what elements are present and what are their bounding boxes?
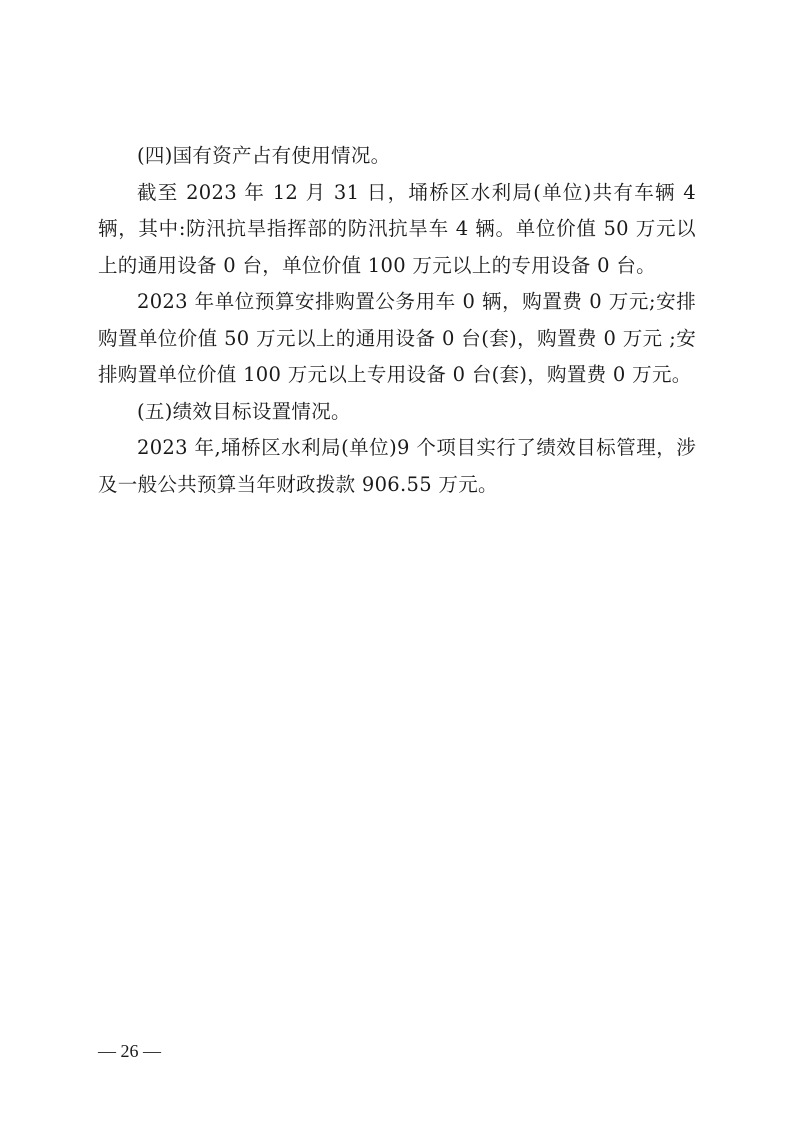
- section-heading-performance-targets: (五)绩效目标设置情况。: [137, 399, 351, 423]
- paragraph-procurement-budget: 2023 年单位预算安排购置公务用车 0 辆，购置费 0 万元;安排购置单位价值 50 万元以上的通用设备 0 台(套)，购置费 0 万元 ;安排购置单位价值 100 万元以上专用设备 0 台(套)，购置费 0 万元。: [98, 290, 696, 386]
- page-number: — 26 —: [98, 1041, 161, 1061]
- paragraph-vehicles-equipment: 截至 2023 年 12 月 31 日，埇桥区水利局(单位)共有车辆 4 辆，其中:防汛抗旱指挥部的防汛抗旱车 4 辆。单位价值 50 万元以上的通用设备 0 台，单位价值 100 万元以上的专用设备 0 台。: [98, 180, 696, 277]
- paragraph-performance-projects: 2023 年,埇桥区水利局(单位)9 个项目实行了绩效目标管理，涉及一般公共预算当年财政拨款 906.55 万元。: [98, 436, 696, 496]
- section-heading-state-assets: (四)国有资产占有使用情况。: [137, 144, 391, 167]
- document-body: [98, 138, 696, 503]
